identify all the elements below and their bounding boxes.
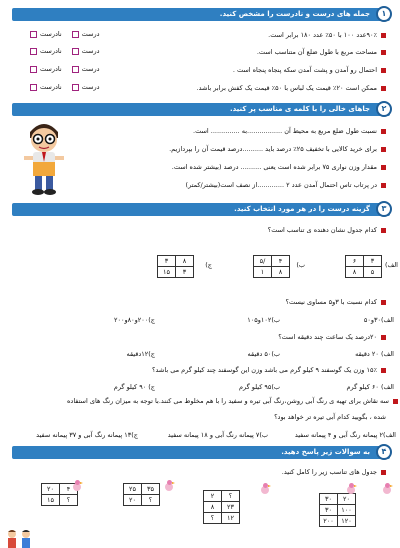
proportion-table <box>123 483 160 506</box>
false-checkbox[interactable] <box>30 66 37 73</box>
table-cell: ۵/ <box>254 256 272 267</box>
table-cell: ؟ <box>60 495 78 506</box>
question-text: کدام نسبت با ۳و۵ مساوی نیست؟ <box>285 298 377 306</box>
answer-option[interactable]: الف) ۶۰ کیلو گرم <box>346 383 394 391</box>
option-label: ب) <box>296 261 305 269</box>
table-cell: ۳ <box>176 267 194 278</box>
sec3-question <box>67 397 398 405</box>
sec1-item-text: مساحت مربع با طول ضلع آن متناسب است. <box>256 48 377 56</box>
table-cell: ۲۰ <box>42 484 60 495</box>
table-cell: ۸ <box>176 256 194 267</box>
sec2-item-text: در پرتاب تاس احتمال آمدن عدد ۲ .............از نصف است(بیشتر/کمتر) <box>185 181 377 189</box>
sec1-item <box>268 31 386 39</box>
table-cell: ؟ <box>142 495 160 506</box>
bullet-icon <box>381 335 386 340</box>
bullet-icon <box>381 165 386 170</box>
proportion-table <box>157 255 194 278</box>
table-cell: ۳ <box>364 256 382 267</box>
bullet-icon <box>381 86 386 91</box>
section-1-header <box>12 8 390 21</box>
proportion-table <box>345 255 382 278</box>
sec4-question <box>282 468 386 476</box>
table-cell: ۳۰ <box>320 505 338 516</box>
sec1-item <box>197 84 386 92</box>
sec3-question-cont <box>274 413 386 421</box>
question-text: سه نقاش برای تهیه ی رنگ آبی روشن،رنگ آبی تیره و سفید را با هم مخلوط می کنند.با توجه به میزان رنگ های استفاده <box>67 397 389 405</box>
answer-option[interactable]: ب)۱۰۲و۱۰۵ <box>247 316 280 324</box>
true-false-options <box>20 30 100 38</box>
bullet-icon <box>381 147 386 152</box>
answer-option[interactable]: الف)۳۰و۵۰ <box>363 316 394 324</box>
table-cell: ۸ <box>272 267 290 278</box>
false-label: نادرست <box>40 65 62 73</box>
section-3-title: گزینه درست را در هر مورد انتخاب کنید. <box>234 205 370 213</box>
question-text: جدول های تناسب زیر را کامل کنید. <box>281 468 377 476</box>
table-cell: ؟ <box>222 491 240 502</box>
true-false-options <box>20 47 100 55</box>
option-label: الف) <box>384 261 398 269</box>
sec2-item-text: مقدار وزن نواری ۷۵ برابر شده است یعنی .......... درصد (بیشتر شده است. <box>171 163 377 171</box>
true-label: درست <box>81 47 100 55</box>
sec3-question <box>268 226 386 234</box>
sec2-item <box>186 181 386 189</box>
proportion-table <box>319 493 356 527</box>
bullet-icon <box>381 300 386 305</box>
table-cell: ۲۰۰ <box>320 516 338 527</box>
bullet-icon <box>381 33 386 38</box>
question-text: کدام جدول نشان دهنده ی تناسب است؟ <box>267 226 377 234</box>
table-cell: ۴ <box>272 256 290 267</box>
chick-icon <box>72 480 82 492</box>
table-cell: ۱۵ <box>158 267 176 278</box>
chick-icon <box>382 483 392 495</box>
question-text: ۲۰درصد یک ساعت چند دقیقه است؟ <box>278 333 377 341</box>
children-illustration <box>4 528 36 548</box>
true-false-options <box>20 65 100 73</box>
section-1-title: جمله های درست و نادرست را مشخص کنید. <box>219 10 370 18</box>
question-text: ۱۵٪ وزن یک گوسفند ۹ کیلو گرم می باشد وزن این گوسفند چند کیلو گرم می باشد؟ <box>152 366 377 374</box>
bullet-icon <box>381 68 386 73</box>
true-label: درست <box>81 83 100 91</box>
section-4-title: به سوالات زیر پاسخ دهید. <box>281 448 370 456</box>
option-label: ج) <box>205 261 212 269</box>
table-cell: ۱۲ <box>222 513 240 524</box>
sec1-item <box>233 66 386 74</box>
sec2-item-text: برای خرید کالایی با تخفیف ۲۵٪ درصد باید ..........درصد قیمت آن را بپردازیم. <box>169 145 377 153</box>
table-cell: ۶ <box>346 256 364 267</box>
section-3-number: ۳ <box>376 201 392 217</box>
table-cell: ۳ <box>158 256 176 267</box>
true-label: درست <box>81 65 100 73</box>
table-cell: ۲۳ <box>222 502 240 513</box>
false-label: نادرست <box>40 83 62 91</box>
section-1-number: ۱ <box>376 6 392 22</box>
sec2-item-text: نسبت طول ضلع مربع به محیط آن .................به .............. است. <box>193 127 377 135</box>
bullet-icon <box>381 368 386 373</box>
table-cell: ۱ <box>254 267 272 278</box>
true-checkbox[interactable] <box>72 66 79 73</box>
table-cell: ۴ <box>60 484 78 495</box>
proportion-table <box>253 255 290 278</box>
sec1-item-text: ۹۰٪عدد ۱۰۰ با ۵۰٪ عدد ۱۸۰ برابر است. <box>268 31 377 39</box>
false-checkbox[interactable] <box>30 31 37 38</box>
false-checkbox[interactable] <box>30 48 37 55</box>
table-cell: ۸ <box>346 267 364 278</box>
section-4-header <box>12 446 390 459</box>
table-cell: ۱۰۰ <box>338 505 356 516</box>
table-cell: ؟ <box>204 513 222 524</box>
answer-option[interactable]: ب)۹۵ کیلو گرم <box>238 383 280 391</box>
false-label: نادرست <box>40 47 62 55</box>
bullet-icon <box>381 470 386 475</box>
sec1-item-text: احتمال رو آمدن و پشت آمدن سکه پنجاه پنجاه است . <box>232 66 377 74</box>
chick-icon <box>260 483 270 495</box>
false-label: نادرست <box>40 30 62 38</box>
sec3-question <box>152 366 386 374</box>
bullet-icon <box>381 50 386 55</box>
student-character-illustration <box>20 118 68 196</box>
table-cell: ۲ <box>204 491 222 502</box>
table-cell: ۳۵ <box>142 484 160 495</box>
table-cell: ۲۰ <box>338 494 356 505</box>
answer-option[interactable]: الف) ۲۰ دقیقه <box>355 350 394 358</box>
section-2-header <box>12 103 390 116</box>
sec1-item <box>257 48 386 56</box>
section-4-number: ۴ <box>376 444 392 460</box>
sec2-item <box>169 145 386 153</box>
answer-option[interactable]: ج)۱۳ پیمانه رنگ آبی و ۳۷ پیمانه سفید <box>36 431 138 439</box>
answer-option[interactable]: ج) ۹۰ کیلو گرم <box>113 383 155 391</box>
answer-option[interactable]: الف)۲ پیمانه رنگ آبی و ۴ پیمانه سفید <box>294 431 396 439</box>
chick-icon <box>346 483 356 495</box>
true-checkbox[interactable] <box>72 84 79 91</box>
sec2-item <box>193 127 386 135</box>
table-cell: ۲۰ <box>124 495 142 506</box>
sec3-question <box>278 333 386 341</box>
section-2-title: جاهای خالی را با کلمه ی مناسب پر کنید. <box>229 105 370 113</box>
table-cell: ۱۲۰ <box>338 516 356 527</box>
section-2-number: ۲ <box>376 101 392 117</box>
sec3-question <box>286 298 386 306</box>
table-cell: ۵ <box>364 267 382 278</box>
answer-option[interactable]: ب)۷ پیمانه رنگ آبی و ۱۸ پیمانه سفید <box>167 431 268 439</box>
proportion-table <box>203 490 240 524</box>
section-3-header <box>12 203 390 216</box>
table-cell: ۱۵ <box>42 495 60 506</box>
bullet-icon <box>381 129 386 134</box>
false-checkbox[interactable] <box>30 84 37 91</box>
table-cell: ۲۵ <box>124 484 142 495</box>
sec2-item <box>172 163 386 171</box>
answer-option[interactable]: ج)۲۰۰و۸۰و۲۰۰ <box>114 316 155 324</box>
table-cell: ۳۰ <box>320 494 338 505</box>
bullet-icon <box>381 183 386 188</box>
bullet-icon <box>393 399 398 404</box>
true-checkbox[interactable] <box>72 48 79 55</box>
question-text: شده ، بگویید کدام آبی تیره تر خواهد بود؟ <box>274 413 386 421</box>
true-label: درست <box>81 30 100 38</box>
bullet-icon <box>381 228 386 233</box>
true-checkbox[interactable] <box>72 31 79 38</box>
answer-option[interactable]: ب)۵۰ دقیقه <box>247 350 280 358</box>
table-cell: ۸ <box>204 502 222 513</box>
answer-option[interactable]: ج)۱۲دقیقه <box>126 350 155 358</box>
chick-icon <box>164 480 174 492</box>
sec1-item-text: ممکن است ۲۰٪ قیمت یک لباس با ۵۰٪ قیمت یک کفش برابر باشد. <box>196 84 377 92</box>
true-false-options <box>20 83 100 91</box>
